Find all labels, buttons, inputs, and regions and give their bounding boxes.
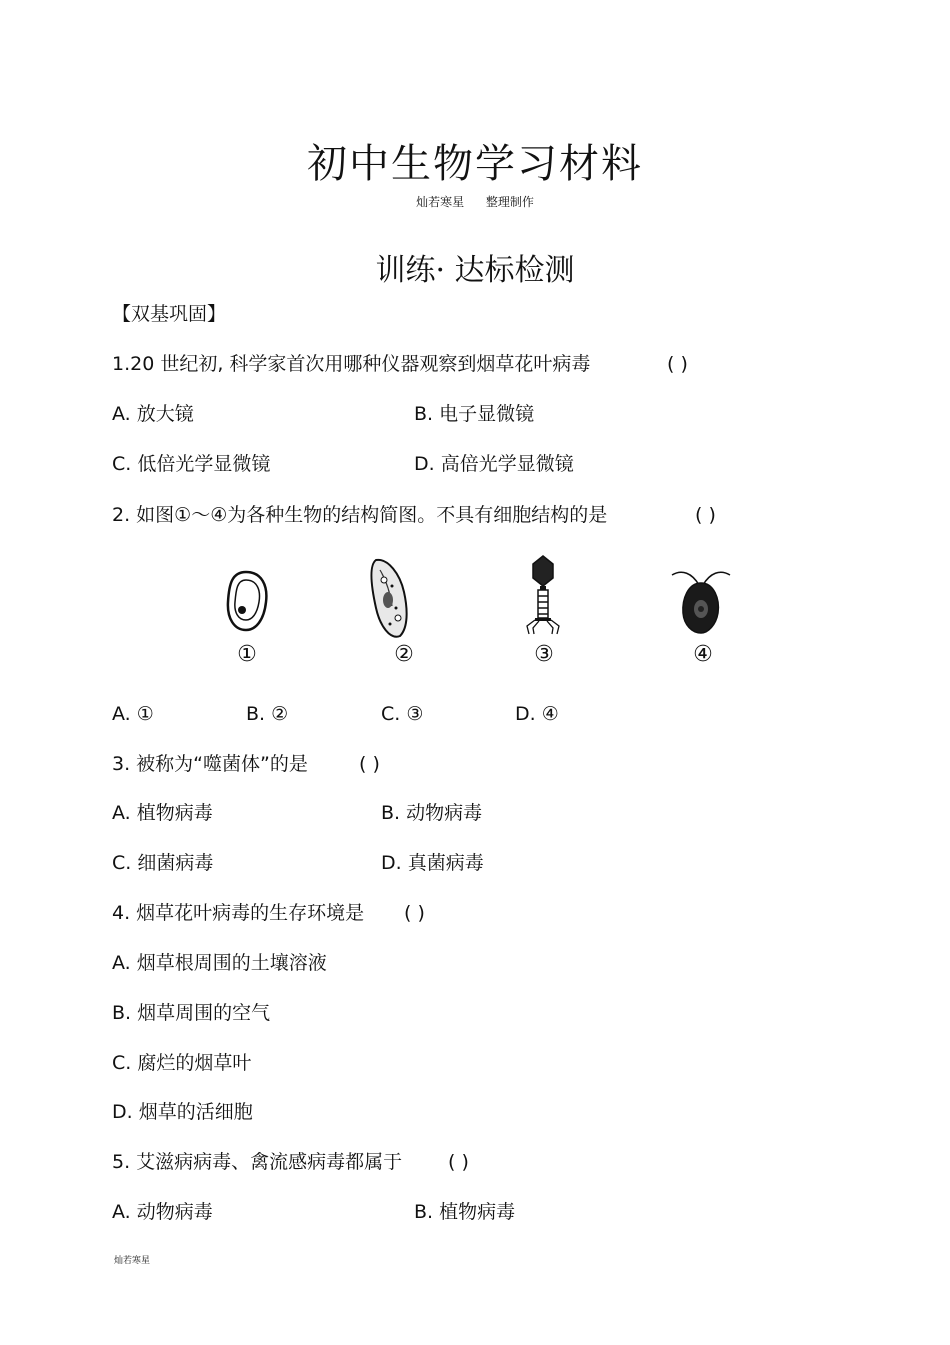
figure-label-1: ① (237, 642, 257, 667)
figure-label-3: ③ (534, 642, 554, 667)
question-4-option-c: C. 腐烂的烟草叶 (112, 1052, 252, 1074)
question-2-blank: ( ) (695, 504, 716, 526)
question-3-option-b: B. 动物病毒 (381, 802, 483, 824)
question-2-option-d: D. ④ (515, 703, 559, 725)
document-title: 初中生物学习材料 (307, 141, 643, 187)
question-1-option-d: D. 高倍光学显微镜 (414, 453, 574, 475)
question-4-option-b: B. 烟草周围的空气 (112, 1002, 271, 1024)
question-4-option-a: A. 烟草根周围的土壤溶液 (112, 952, 327, 974)
question-3-option-c: C. 细菌病毒 (112, 852, 214, 874)
question-3-option-d: D. 真菌病毒 (381, 852, 484, 874)
section-title: 训练· 达标检测 (375, 253, 575, 288)
question-3-text: 3. 被称为“噬菌体”的是 (112, 753, 308, 775)
question-5-option-b: B. 植物病毒 (414, 1201, 516, 1223)
cell-figure-1 (222, 568, 272, 636)
question-2-option-c: C. ③ (381, 703, 424, 725)
question-1-blank: ( ) (667, 353, 688, 375)
paramecium-figure-2 (366, 556, 414, 640)
question-5-text: 5. 艾滋病病毒、禽流感病毒都属于 (112, 1151, 403, 1173)
note-label: 整理制作 (485, 195, 534, 209)
question-4-text: 4. 烟草花叶病毒的生存环境是 (112, 902, 365, 924)
author-label: 灿若寒星 (416, 195, 465, 209)
question-5-option-a: A. 动物病毒 (112, 1201, 213, 1223)
bacteriophage-figure-3 (519, 554, 567, 636)
page-footer: 灿若寒星 (114, 1256, 151, 1266)
question-3-option-a: A. 植物病毒 (112, 802, 213, 824)
question-1-option-a: A. 放大镜 (112, 403, 194, 425)
question-2-option-a: A. ① (112, 703, 154, 725)
question-2-option-b: B. ② (246, 703, 289, 725)
question-1-text: 1.20 世纪初, 科学家首次用哪种仪器观察到烟草花叶病毒 (112, 353, 591, 375)
question-1-option-b: B. 电子显微镜 (414, 403, 535, 425)
figure-label-2: ② (394, 642, 414, 667)
group-heading: 【双基巩固】 (112, 303, 227, 325)
question-4-option-d: D. 烟草的活细胞 (112, 1101, 253, 1123)
question-2-text: 2. 如图①～④为各种生物的结构简图。不具有细胞结构的是 (112, 504, 608, 526)
question-4-blank: ( ) (404, 902, 425, 924)
question-3-blank: ( ) (359, 753, 380, 775)
document-subtitle (0, 193, 950, 210)
chlamydomonas-figure-4 (668, 563, 734, 637)
question-5-blank: ( ) (448, 1151, 469, 1173)
figure-label-4: ④ (693, 642, 713, 667)
question-1-option-c: C. 低倍光学显微镜 (112, 453, 271, 475)
